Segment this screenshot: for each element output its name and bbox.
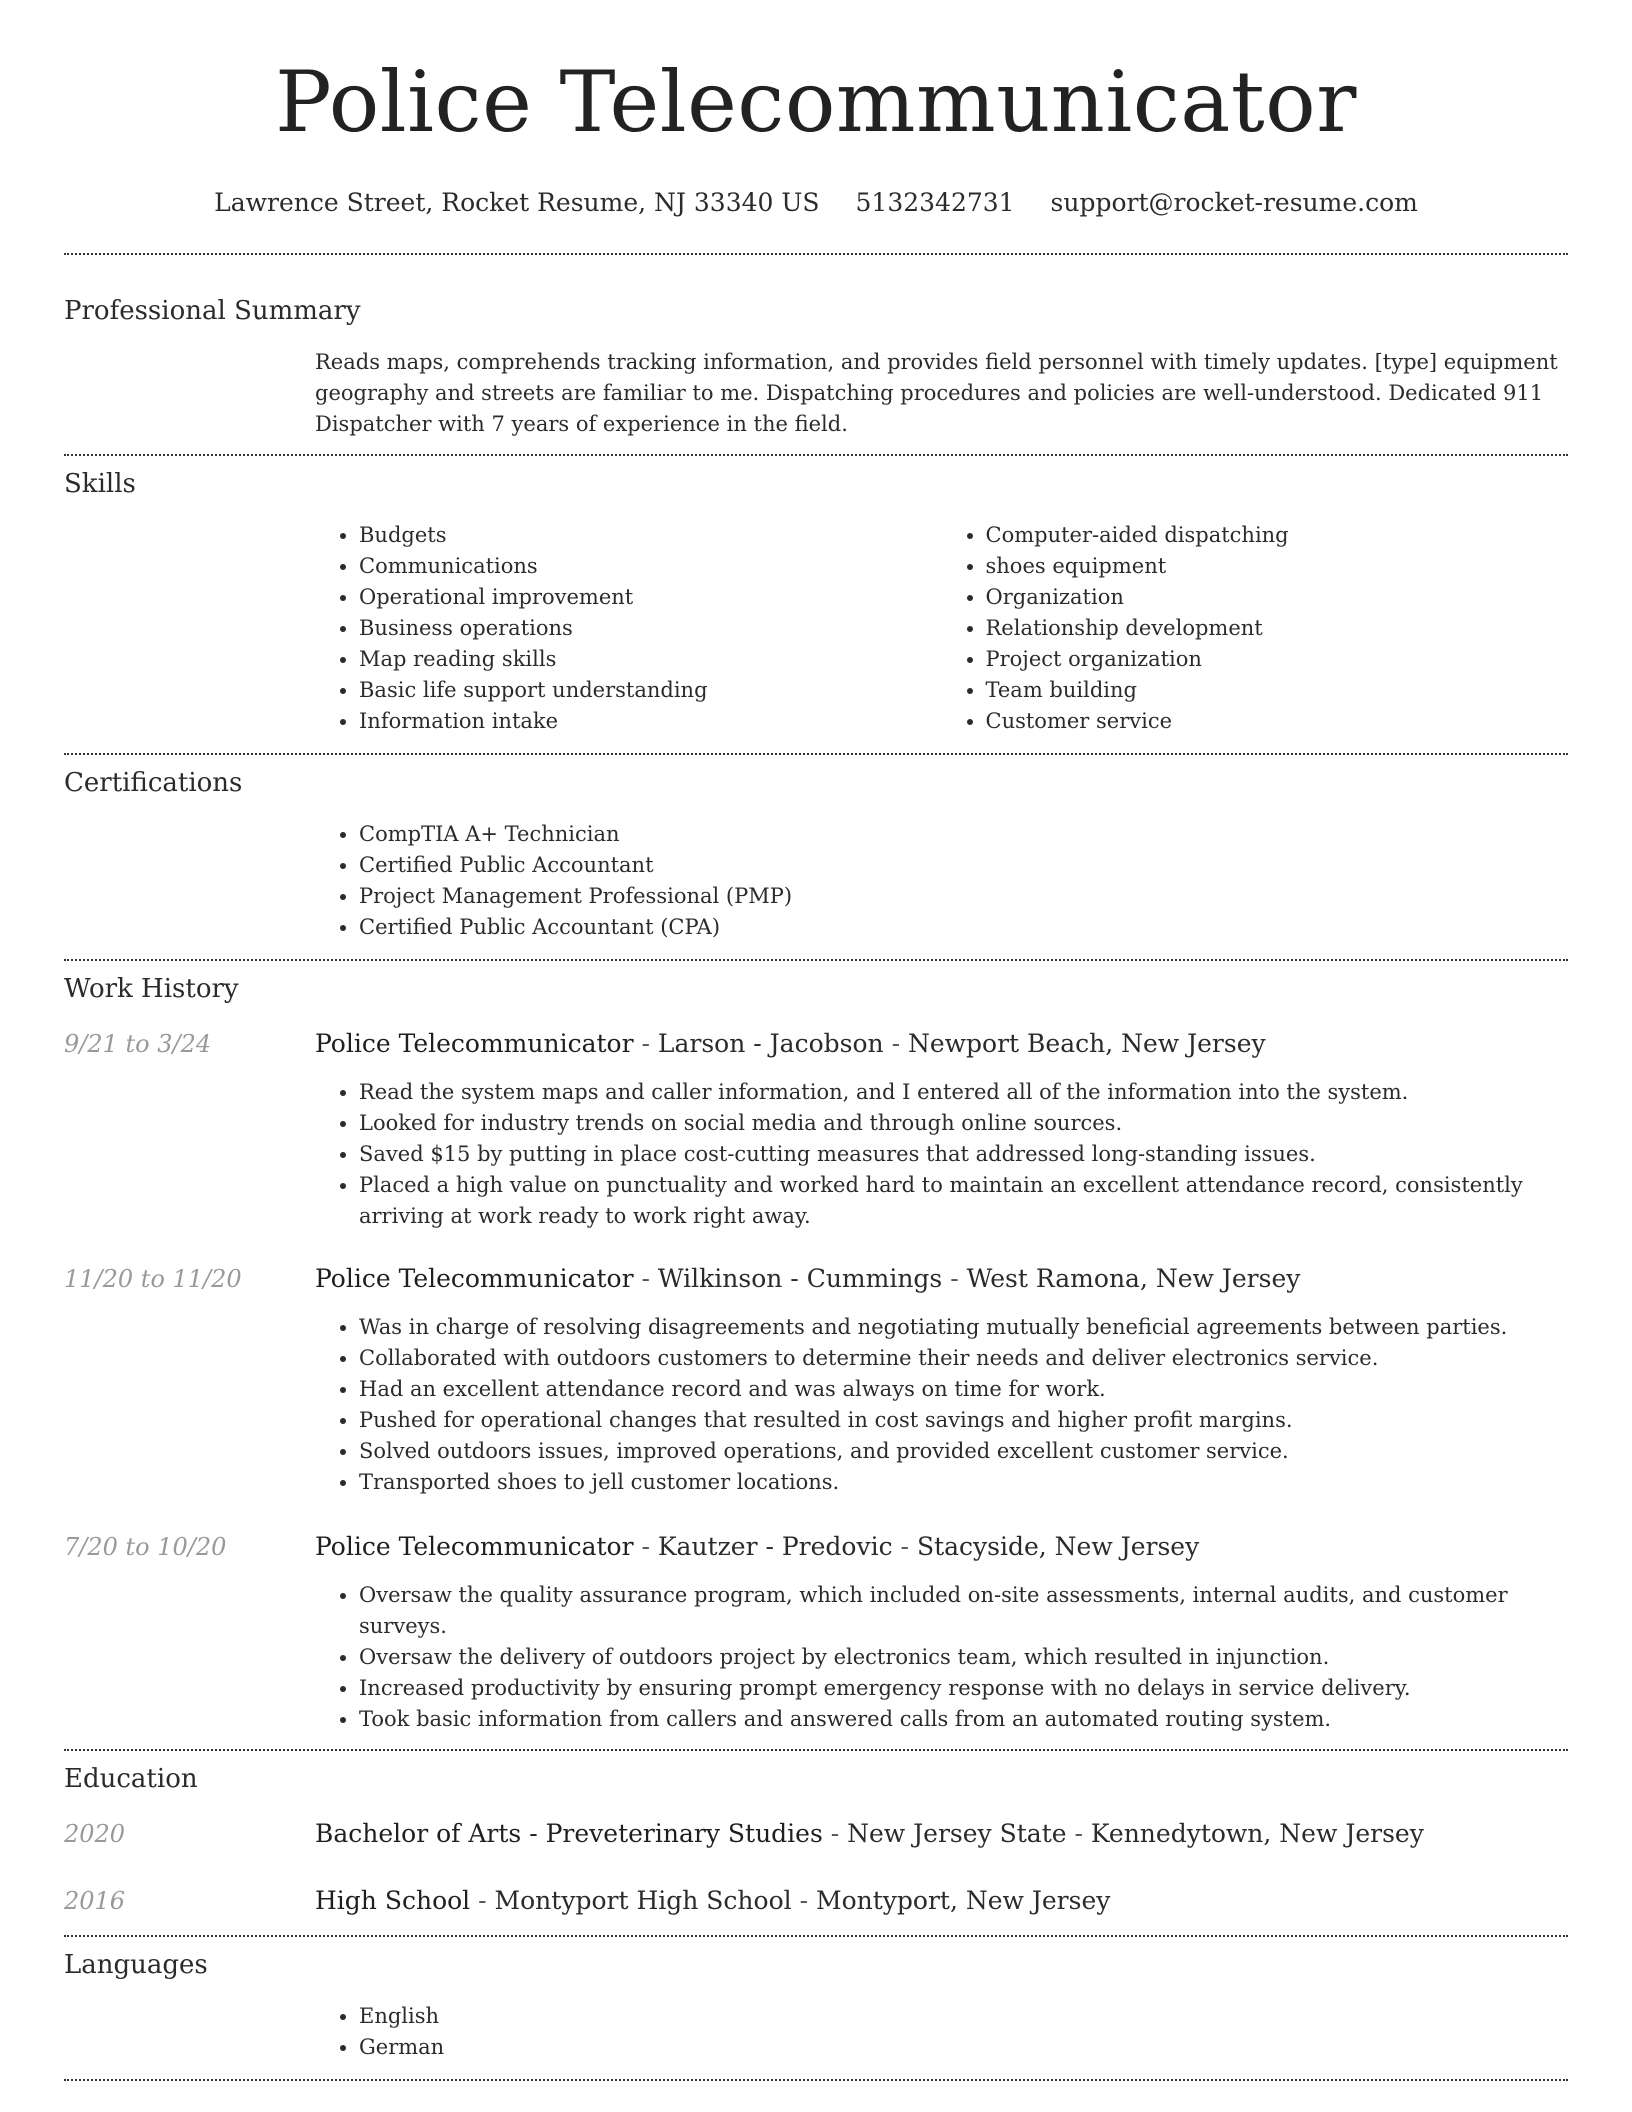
- skills-section: [64, 456, 1568, 737]
- education-section: [64, 1751, 1568, 1917]
- skill-item: • Relationship development: [986, 613, 1569, 644]
- contact-phone: 5132342731: [855, 188, 1015, 217]
- education-entry: [64, 1885, 1568, 1917]
- job-dates: 7/20 to 10/20: [64, 1533, 227, 1561]
- job-entry: [64, 1028, 1568, 1232]
- job-bullet: • Transported shoes to jell customer locations.: [359, 1467, 1568, 1498]
- certifications-title: Certifications: [64, 768, 243, 798]
- section-divider: [64, 2079, 1568, 2081]
- job-heading: Police Telecommunicator - Larson - Jacobson - Newport Beach, New Jersey: [315, 1029, 1266, 1058]
- certification-item: • Certified Public Accountant: [359, 850, 1568, 881]
- job-main: [315, 1263, 1568, 1498]
- education-entry: [64, 1818, 1568, 1850]
- work-section: [64, 961, 1568, 1735]
- education-school: New Jersey State: [847, 1819, 1067, 1848]
- job-entry: [64, 1263, 1568, 1498]
- certifications-body: [315, 819, 1568, 943]
- work-title: Work History: [64, 974, 239, 1004]
- job-company: Kautzer - Predovic: [657, 1532, 893, 1561]
- skill-item: • Communications: [359, 551, 942, 582]
- skill-item: • Operational improvement: [359, 582, 942, 613]
- job-location: West Ramona, New Jersey: [966, 1264, 1301, 1293]
- job-location: Stacyside, New Jersey: [916, 1532, 1200, 1561]
- skill-item: • Customer service: [986, 706, 1569, 737]
- languages-list: [315, 2001, 1568, 2063]
- skill-item: • Organization: [986, 582, 1569, 613]
- job-main: [315, 1531, 1568, 1735]
- skill-item: • Team building: [986, 675, 1569, 706]
- job-role: Police Telecommunicator: [315, 1532, 634, 1561]
- skill-item: • shoes equipment: [986, 551, 1569, 582]
- job-bullet: • Pushed for operational changes that resulted in cost savings and higher profit margins.: [359, 1405, 1568, 1436]
- resume-name: Police Telecommunicator: [275, 53, 1357, 151]
- job-bullet: • Increased productivity by ensuring prompt emergency response with no delays in service delivery.: [359, 1673, 1568, 1704]
- education-degree: Bachelor of Arts - Preveterinary Studies: [315, 1819, 823, 1848]
- contact-address: Lawrence Street, Rocket Resume, NJ 33340 US: [214, 188, 820, 217]
- job-bullet: • Placed a high value on punctuality and worked hard to maintain an excellent attendance record, consistently arriving at work ready to work right away.: [359, 1170, 1568, 1232]
- contact-line: [0, 188, 1632, 218]
- job-company: Larson - Jacobson: [657, 1029, 884, 1058]
- job-entry: [64, 1531, 1568, 1735]
- certifications-section: [64, 755, 1568, 943]
- job-heading: Police Telecommunicator - Wilkinson - Cummings - West Ramona, New Jersey: [315, 1264, 1301, 1293]
- job-dates: 9/21 to 3/24: [64, 1030, 212, 1058]
- education-title: Education: [64, 1764, 198, 1794]
- job-bullet: • Solved outdoors issues, improved operations, and provided excellent customer service.: [359, 1436, 1568, 1467]
- education-heading: Bachelor of Arts - Preveterinary Studies - New Jersey State - Kennedytown, New Jersey: [315, 1819, 1424, 1848]
- skills-title: Skills: [64, 469, 136, 499]
- job-heading: Police Telecommunicator - Kautzer - Predovic - Stacyside, New Jersey: [315, 1532, 1200, 1561]
- job-bullet: • Saved $15 by putting in place cost-cutting measures that addressed long-standing issues.: [359, 1139, 1568, 1170]
- skill-item: • Budgets: [359, 520, 942, 551]
- job-bullet: • Read the system maps and caller information, and I entered all of the information into the system.: [359, 1077, 1568, 1108]
- job-bullet: • Had an excellent attendance record and was always on time for work.: [359, 1374, 1568, 1405]
- languages-section: [64, 1937, 1568, 2063]
- skills-grid: [315, 520, 1568, 737]
- skill-item: • Business operations: [359, 613, 942, 644]
- education-school: Montyport High School: [494, 1886, 792, 1915]
- job-company: Wilkinson - Cummings: [657, 1264, 943, 1293]
- skills-list-left: [315, 520, 942, 737]
- job-bullet: • Oversaw the quality assurance program, which included on-site assessments, internal audits, and customer surveys.: [359, 1580, 1568, 1642]
- job-bullet: • Took basic information from callers and answered calls from an automated routing system.: [359, 1704, 1568, 1735]
- summary-title: Professional Summary: [64, 296, 361, 326]
- languages-title: Languages: [64, 1950, 208, 1980]
- education-heading: High School - Montyport High School - Montyport, New Jersey: [315, 1886, 1111, 1915]
- job-bullets: [315, 1077, 1568, 1232]
- job-bullet: • Oversaw the delivery of outdoors project by electronics team, which resulted in injunction.: [359, 1642, 1568, 1673]
- summary-section: [64, 255, 1568, 440]
- job-bullets: [315, 1580, 1568, 1735]
- contact-email[interactable]: support@rocket-resume.com: [1050, 188, 1418, 217]
- languages-body: [315, 2001, 1568, 2063]
- certifications-list: [315, 819, 1568, 943]
- job-role: Police Telecommunicator: [315, 1029, 634, 1058]
- language-item: • English: [359, 2001, 1568, 2032]
- certification-item: • Certified Public Accountant (CPA): [359, 912, 1568, 943]
- job-bullet: • Looked for industry trends on social media and through online sources.: [359, 1108, 1568, 1139]
- education-year: 2016: [64, 1887, 126, 1915]
- job-bullet: • Was in charge of resolving disagreements and negotiating mutually beneficial agreements between parties.: [359, 1312, 1568, 1343]
- skills-list-right: [942, 520, 1569, 737]
- job-main: [315, 1028, 1568, 1232]
- certification-item: • Project Management Professional (PMP): [359, 881, 1568, 912]
- skill-item: • Information intake: [359, 706, 942, 737]
- skill-item: • Map reading skills: [359, 644, 942, 675]
- job-location: Newport Beach, New Jersey: [907, 1029, 1266, 1058]
- job-bullets: [315, 1312, 1568, 1498]
- skill-item: • Project organization: [986, 644, 1569, 675]
- job-dates: 11/20 to 11/20: [64, 1265, 242, 1293]
- education-location: Kennedytown, New Jersey: [1090, 1819, 1424, 1848]
- language-item: • German: [359, 2032, 1568, 2063]
- certification-item: • CompTIA A+ Technician: [359, 819, 1568, 850]
- job-role: Police Telecommunicator: [315, 1264, 634, 1293]
- skill-item: • Basic life support understanding: [359, 675, 942, 706]
- summary-text: Reads maps, comprehends tracking information, and provides field personnel with timely updates. [type] equipment geography and streets are familiar to me. Dispatching procedures and policies are well-understood. Dedicated 911 Dispatcher with 7 years of experience in the field.: [315, 350, 1558, 436]
- education-location: Montyport, New Jersey: [815, 1886, 1111, 1915]
- skill-item: • Computer-aided dispatching: [986, 520, 1569, 551]
- education-year: 2020: [64, 1820, 126, 1848]
- job-bullet: • Collaborated with outdoors customers to determine their needs and deliver electronics service.: [359, 1343, 1568, 1374]
- education-degree: High School: [315, 1886, 471, 1915]
